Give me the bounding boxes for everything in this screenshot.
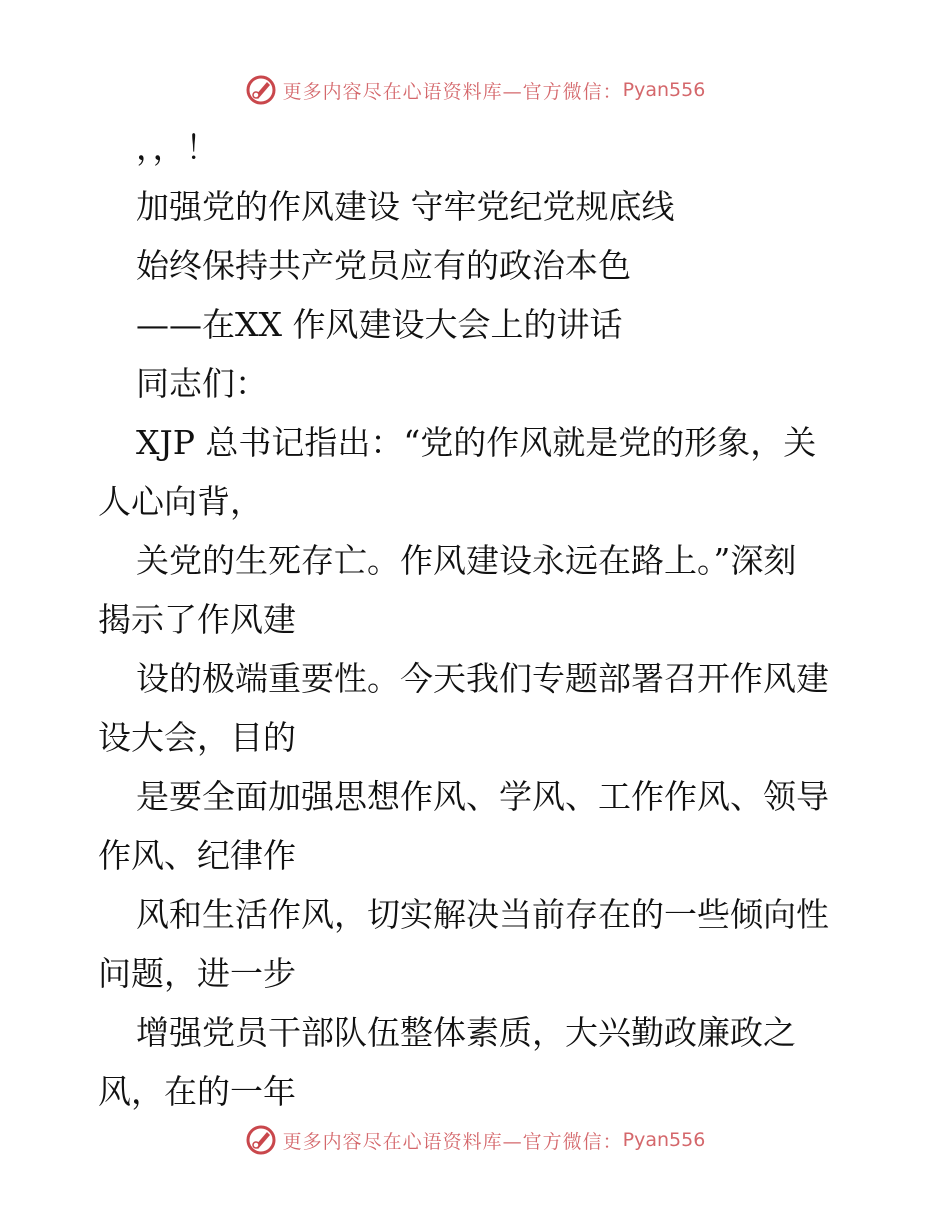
text-line: 设的极端重要性。今天我们专题部署召开作风建 [136,659,829,698]
brand-logo-icon [245,74,277,106]
text-line: 关党的生死存亡。作风建设永远在路上。”深刻 [136,541,797,580]
text-line: XJP 总书记指出：“党的作风就是党的形象，关 [136,423,817,462]
text-line: 同志们： [136,364,268,403]
text-line: 人心向背， [98,482,263,521]
text-line: 是要全面加强思想作风、学风、工作作风、领导 [136,777,829,816]
text-line: 问题，进一步 [98,954,296,993]
watermark-text: 更多内容尽在心语资料库—官方微信： [282,80,623,103]
watermark-id: Pyan556 [622,79,706,101]
watermark-id: Pyan556 [622,1129,706,1151]
brand-logo-icon [245,1124,277,1156]
text-line: 风和生活作风，切实解决当前存在的一些倾向性 [136,895,829,934]
text-line: ——在XX 作风建设大会上的讲话 [136,305,623,344]
text-line: 揭示了作风建 [98,600,296,639]
document-body [98,118,858,1121]
text-line: ，，！ [136,128,219,167]
text-line: 加强党的作风建设 守牢党纪党规底线 [136,187,675,226]
header-watermark [0,70,950,110]
text-line: 风，在的一年 [98,1072,296,1111]
text-line: 设大会，目的 [98,718,296,757]
watermark-text: 更多内容尽在心语资料库—官方微信： [282,1130,623,1153]
footer-watermark [0,1120,950,1160]
text-line: 作风、纪律作 [98,836,296,875]
text-line: 始终保持共产党员应有的政治本色 [136,246,631,285]
text-line: 增强党员干部队伍整体素质，大兴勤政廉政之 [136,1013,796,1052]
